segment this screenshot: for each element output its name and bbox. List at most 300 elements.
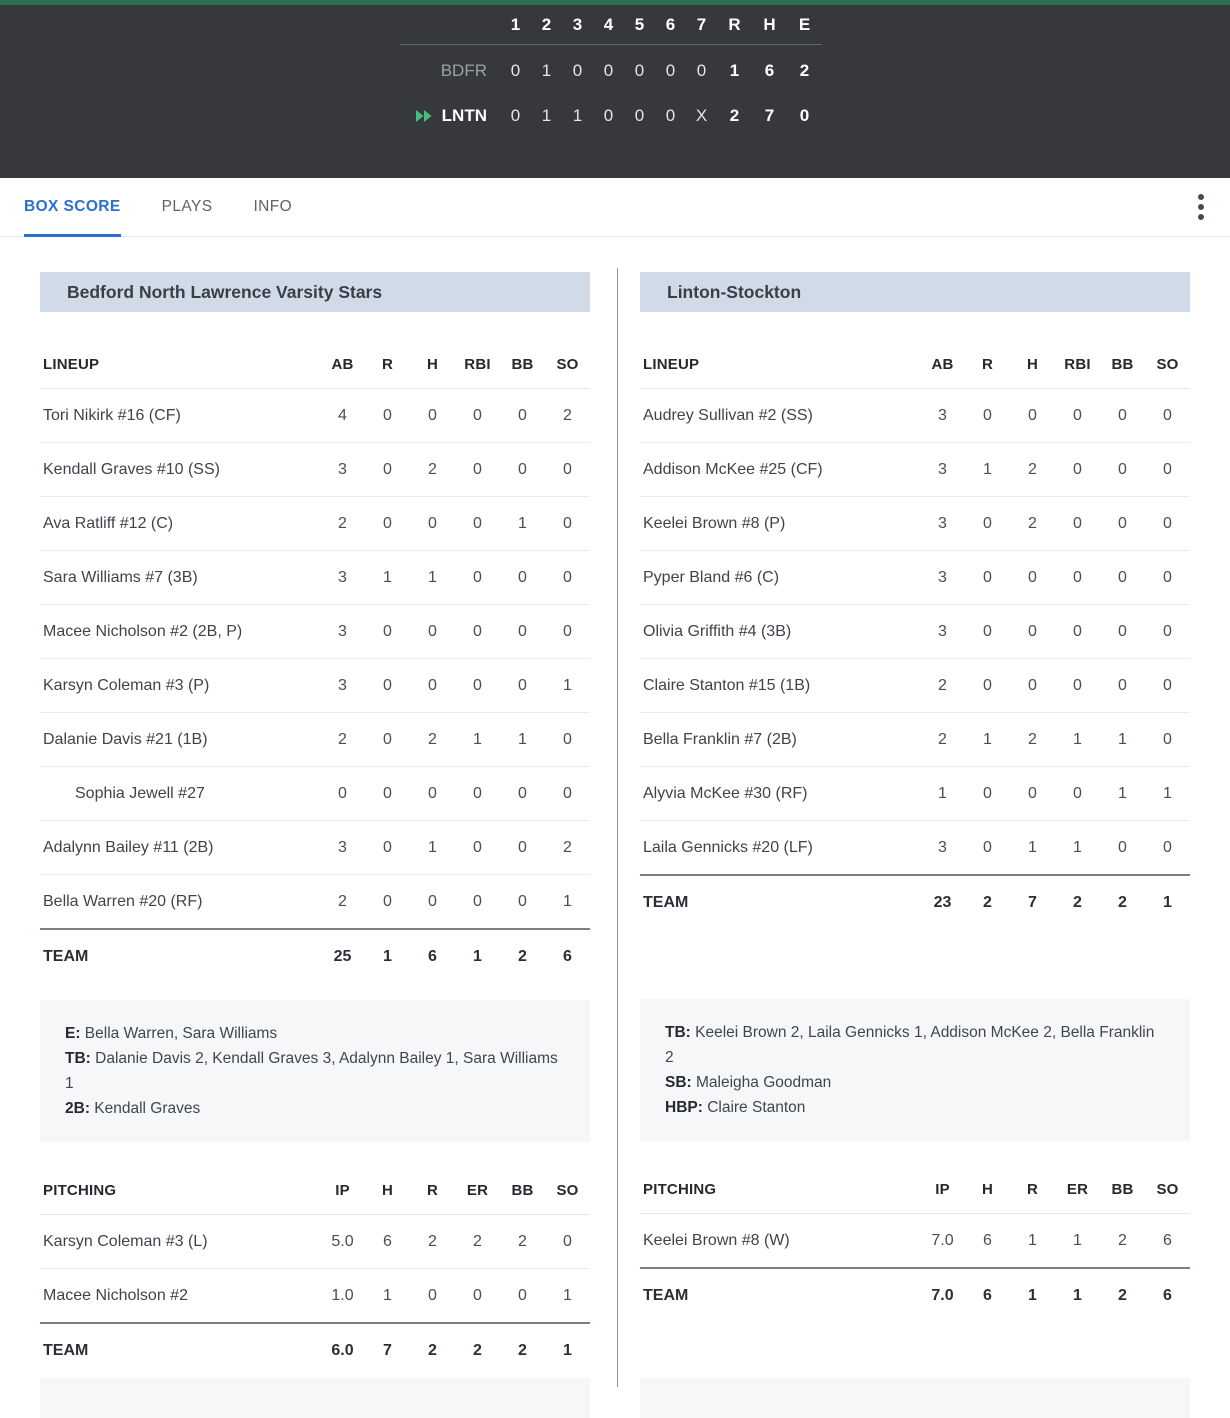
team-totals-row — [640, 874, 1190, 929]
linescore-col-header: 4 — [603, 15, 614, 34]
team-total-stat: 23 — [933, 893, 952, 911]
tab-bar — [0, 178, 1230, 237]
team-total-stat: 6 — [563, 947, 572, 965]
batter-stat: 0 — [1073, 784, 1082, 802]
team-total-stat: 1 — [1028, 1286, 1037, 1304]
tab-plays[interactable]: PLAYS — [161, 198, 213, 215]
batter-row — [40, 389, 590, 443]
batter-stat: 0 — [518, 892, 527, 910]
pitcher-stat: 1.0 — [331, 1286, 354, 1304]
batter-stat: 0 — [473, 838, 482, 856]
inning-score: 0 — [603, 60, 614, 80]
batter-stat: 2 — [338, 892, 347, 910]
batter-stat: 1 — [428, 838, 437, 856]
team-total-stat: 1 — [1163, 893, 1172, 911]
lineup-column-header: RBI — [1064, 355, 1091, 373]
batter-stat: 3 — [338, 838, 347, 856]
inning-score: 1 — [541, 105, 552, 125]
batter-stat: 0 — [473, 460, 482, 478]
batter-stat: 0 — [1118, 568, 1127, 586]
team-total-stat: 2 — [518, 947, 527, 965]
batter-row — [40, 713, 590, 767]
batter-stat: 0 — [563, 514, 572, 532]
batter-row — [640, 389, 1190, 443]
team-name-header: Linton-Stockton — [640, 272, 1190, 312]
inning-score: 0 — [634, 105, 645, 125]
lineup-column-header: H — [1026, 355, 1039, 373]
batter-stat: 1 — [518, 514, 527, 532]
batter-name: Dalanie Davis #21 (1B) — [43, 730, 208, 748]
linescore-col-header: R — [728, 15, 741, 34]
pitching-column-header: SO — [556, 1181, 579, 1199]
batter-name: Claire Stanton #15 (1B) — [643, 676, 811, 694]
batter-stat: 1 — [983, 730, 992, 748]
inning-score: 0 — [572, 60, 583, 80]
pitcher-row — [40, 1269, 590, 1322]
pitcher-stat: 2 — [1118, 1231, 1127, 1249]
column-divider — [617, 268, 618, 1387]
linescore-col-header: 1 — [510, 15, 521, 34]
stat-note-text: Dalanie Davis 2, Kendall Graves 3, Adalynn Bailey 1, Sara Williams 1 — [65, 1050, 558, 1092]
batter-stat: 2 — [1028, 730, 1037, 748]
rhe-score: 6 — [764, 60, 775, 80]
batter-stat: 0 — [563, 568, 572, 586]
tab-info[interactable]: INFO — [253, 198, 293, 215]
batter-stat: 1 — [1118, 730, 1127, 748]
pitcher-name: Macee Nicholson #2 — [43, 1286, 188, 1304]
inning-score: 0 — [634, 60, 645, 80]
pitcher-stat: 0 — [428, 1286, 437, 1304]
lineup-header-row — [640, 340, 1190, 389]
pitching-column-header: BB — [1111, 1180, 1134, 1198]
batter-stat: 0 — [1118, 676, 1127, 694]
pitching-column-header: H — [981, 1180, 994, 1198]
pitcher-stat: 7.0 — [931, 1231, 954, 1249]
batter-name: Macee Nicholson #2 (2B, P) — [43, 622, 243, 640]
batter-name: Tori Nikirk #16 (CF) — [43, 406, 181, 424]
team-total-name: TEAM — [43, 947, 89, 965]
batter-stat: 0 — [1163, 838, 1172, 856]
batter-stat: 0 — [983, 406, 992, 424]
batter-stat: 0 — [1163, 514, 1172, 532]
lineup-header-row — [40, 340, 590, 389]
batter-stat: 3 — [938, 838, 947, 856]
pitching-column-header: SO — [1156, 1180, 1179, 1198]
lineup-column-header: LINEUP — [43, 355, 100, 373]
tab-box-score[interactable]: BOX SCORE — [24, 178, 121, 236]
team-totals-row — [640, 1267, 1190, 1322]
inning-score: 1 — [572, 105, 583, 125]
team-total-name: TEAM — [643, 893, 689, 911]
lineup-column-header: R — [381, 355, 394, 373]
team-stats-notes — [40, 1000, 590, 1142]
batter-name: Karsyn Coleman #3 (P) — [43, 676, 210, 694]
team-box-score-away — [40, 272, 590, 1377]
team-total-stat: 7.0 — [931, 1286, 954, 1304]
batter-stat: 2 — [563, 838, 572, 856]
linescore-divider — [400, 44, 822, 45]
linescore-col-header: E — [798, 15, 811, 34]
stat-note-label: SB: — [665, 1074, 692, 1091]
pitcher-stat: 5.0 — [331, 1232, 354, 1250]
stat-note-label: TB: — [665, 1024, 691, 1041]
stat-note-text: Claire Stanton — [702, 1099, 806, 1116]
pitching-column-header: BB — [511, 1181, 534, 1199]
batter-row — [640, 821, 1190, 874]
team-total-stat: 2 — [983, 893, 992, 911]
batter-stat: 2 — [1028, 460, 1037, 478]
lineup-column-header: AB — [931, 355, 954, 373]
pitcher-stat: 2 — [518, 1232, 527, 1250]
team-box-score-home — [640, 272, 1190, 1322]
batter-stat: 0 — [383, 514, 392, 532]
stat-note — [665, 1070, 1165, 1095]
pitcher-stat: 2 — [428, 1232, 437, 1250]
team-total-stat: 2 — [1073, 893, 1082, 911]
batter-stat: 3 — [938, 460, 947, 478]
batter-name: Audrey Sullivan #2 (SS) — [643, 406, 813, 424]
stat-note-text: Bella Warren, Sara Williams — [80, 1025, 278, 1042]
batter-row — [640, 767, 1190, 821]
batter-row — [40, 605, 590, 659]
batter-stat: 4 — [338, 406, 347, 424]
pitcher-stat: 6 — [1163, 1231, 1172, 1249]
pitcher-row — [40, 1215, 590, 1269]
linescore-col-header: 2 — [541, 15, 552, 34]
pitcher-stat: 0 — [518, 1286, 527, 1304]
batter-stat: 0 — [473, 514, 482, 532]
team-abbrev-cell — [400, 61, 500, 81]
batter-stat: 0 — [1073, 406, 1082, 424]
stat-note-label: TB: — [65, 1050, 91, 1067]
team-total-stat: 2 — [428, 1341, 437, 1359]
batter-stat: 1 — [1073, 838, 1082, 856]
notes-box-partial — [640, 1378, 1190, 1418]
batter-stat: 0 — [428, 406, 437, 424]
team-total-stat: 1 — [473, 947, 482, 965]
linescore-col-header: H — [763, 15, 776, 34]
batter-row — [640, 605, 1190, 659]
batter-stat: 0 — [1028, 568, 1037, 586]
team-total-stat: 6 — [983, 1286, 992, 1304]
batter-name: Addison McKee #25 (CF) — [643, 460, 823, 478]
team-abbrev: BDFR — [440, 60, 487, 80]
batter-stat: 0 — [563, 460, 572, 478]
lineup-column-header: SO — [556, 355, 579, 373]
team-totals-row — [40, 1322, 590, 1377]
batter-stat: 0 — [383, 838, 392, 856]
batter-stat: 0 — [1163, 406, 1172, 424]
overflow-menu-button[interactable] — [1198, 178, 1204, 236]
batter-stat: 0 — [518, 406, 527, 424]
batter-stat: 0 — [563, 622, 572, 640]
batter-stat: 1 — [1073, 730, 1082, 748]
pitching-column-header: ER — [466, 1181, 489, 1199]
batter-stat: 2 — [428, 460, 437, 478]
batter-name: Alyvia McKee #30 (RF) — [643, 784, 808, 802]
batter-stat: 0 — [473, 406, 482, 424]
batter-stat: 0 — [518, 676, 527, 694]
batter-name: Adalynn Bailey #11 (2B) — [43, 838, 214, 856]
batter-stat: 0 — [1073, 460, 1082, 478]
team-total-stat: 1 — [563, 1341, 572, 1359]
team-total-stat: 7 — [383, 1341, 392, 1359]
lineup-column-header: BB — [1111, 355, 1134, 373]
batter-stat: 0 — [428, 784, 437, 802]
batter-stat: 0 — [428, 892, 437, 910]
kebab-dot — [1198, 194, 1204, 200]
rhe-score: 0 — [799, 105, 810, 125]
inning-score: 0 — [510, 105, 521, 125]
batter-row — [640, 713, 1190, 767]
inning-score: X — [695, 105, 708, 125]
batter-stat: 0 — [1163, 460, 1172, 478]
pitching-column-header: R — [1026, 1180, 1039, 1198]
batter-stat: 0 — [338, 784, 347, 802]
batter-stat: 2 — [563, 406, 572, 424]
batter-stat: 0 — [383, 406, 392, 424]
batter-stat: 0 — [1163, 676, 1172, 694]
batter-stat: 3 — [338, 460, 347, 478]
inning-score: 0 — [603, 105, 614, 125]
batter-row — [40, 551, 590, 605]
stat-note-label: HBP: — [665, 1099, 703, 1116]
batter-stat: 0 — [518, 622, 527, 640]
linescore-col-header: 6 — [665, 15, 676, 34]
team-name-header: Bedford North Lawrence Varsity Stars — [40, 272, 590, 312]
batter-stat: 0 — [1118, 622, 1127, 640]
batter-stat: 0 — [1028, 406, 1037, 424]
team-total-stat: 6 — [1163, 1286, 1172, 1304]
linescore-header-row — [400, 8, 822, 42]
batter-stat: 0 — [1028, 676, 1037, 694]
inning-score: 0 — [665, 60, 676, 80]
batter-stat: 0 — [518, 568, 527, 586]
team-stats-notes — [640, 999, 1190, 1141]
team-total-stat: 7 — [1028, 893, 1037, 911]
batter-stat: 0 — [1028, 622, 1037, 640]
batter-stat: 3 — [338, 676, 347, 694]
team-total-stat: 1 — [383, 947, 392, 965]
batter-stat: 0 — [1028, 784, 1037, 802]
pitching-column-header: PITCHING — [643, 1180, 717, 1198]
team-abbrev-cell — [400, 106, 500, 126]
batter-stat: 1 — [1163, 784, 1172, 802]
pitching-header-row — [40, 1166, 590, 1215]
inning-score: 0 — [665, 105, 676, 125]
batter-stat: 0 — [518, 460, 527, 478]
pitching-column-header: ER — [1066, 1180, 1089, 1198]
rhe-score: 2 — [799, 60, 810, 80]
inning-score: 0 — [696, 60, 707, 80]
team-total-name: TEAM — [643, 1286, 689, 1304]
batter-stat: 1 — [1028, 838, 1037, 856]
lineup-column-header: AB — [331, 355, 354, 373]
batter-stat: 0 — [473, 622, 482, 640]
lineup-column-header: RBI — [464, 355, 491, 373]
stat-note-text: Maleigha Goodman — [691, 1074, 832, 1091]
pitcher-stat: 1 — [1028, 1231, 1037, 1249]
batter-row — [640, 551, 1190, 605]
linescore — [400, 8, 822, 138]
batter-stat: 3 — [938, 622, 947, 640]
team-total-stat: 2 — [518, 1341, 527, 1359]
pitcher-stat: 6 — [983, 1231, 992, 1249]
inning-score: 0 — [510, 60, 521, 80]
batter-row — [40, 767, 590, 821]
linescore-col-header: 3 — [572, 15, 583, 34]
batter-stat: 0 — [1073, 622, 1082, 640]
pitching-column-header: IP — [335, 1181, 350, 1199]
team-total-name: TEAM — [43, 1341, 89, 1359]
pitcher-row — [640, 1214, 1190, 1267]
team-totals-row — [40, 928, 590, 983]
batter-stat: 0 — [383, 784, 392, 802]
pitcher-name: Keelei Brown #8 (W) — [643, 1231, 790, 1249]
batter-stat: 0 — [1073, 676, 1082, 694]
batter-stat: 0 — [518, 838, 527, 856]
batter-row — [40, 821, 590, 875]
batter-name: Laila Gennicks #20 (LF) — [643, 838, 813, 856]
batter-name: Pyper Bland #6 (C) — [643, 568, 780, 586]
batter-name: Keelei Brown #8 (P) — [643, 514, 786, 532]
pitcher-stat: 0 — [473, 1286, 482, 1304]
team-total-stat: 6.0 — [331, 1341, 354, 1359]
pitching-column-header: IP — [935, 1180, 950, 1198]
linescore-team-row — [400, 48, 822, 93]
lineup-column-header: H — [426, 355, 439, 373]
batter-stat: 0 — [983, 622, 992, 640]
rhe-score: 1 — [729, 60, 740, 80]
pitcher-name: Karsyn Coleman #3 (L) — [43, 1232, 208, 1250]
stat-note-label: 2B: — [65, 1100, 90, 1117]
batter-stat: 3 — [938, 514, 947, 532]
batter-stat: 0 — [1163, 622, 1172, 640]
team-total-stat: 25 — [333, 947, 352, 965]
batter-stat: 0 — [983, 676, 992, 694]
batter-stat: 0 — [983, 784, 992, 802]
batter-row — [40, 443, 590, 497]
batter-stat: 0 — [518, 784, 527, 802]
stat-note-label: E: — [65, 1025, 81, 1042]
team-abbrev: LNTN — [441, 105, 487, 125]
stat-note — [65, 1046, 565, 1096]
pitching-column-header: PITCHING — [43, 1181, 117, 1199]
batter-stat: 0 — [428, 622, 437, 640]
batter-stat: 0 — [1118, 406, 1127, 424]
batter-name: Kendall Graves #10 (SS) — [43, 460, 220, 478]
pitching-column-header: R — [426, 1181, 439, 1199]
batter-stat: 1 — [1118, 784, 1127, 802]
lineup-column-header: SO — [1156, 355, 1179, 373]
batter-stat: 0 — [473, 784, 482, 802]
batter-stat: 0 — [1073, 514, 1082, 532]
team-total-stat: 2 — [473, 1341, 482, 1359]
batter-stat: 2 — [938, 730, 947, 748]
batter-stat: 0 — [983, 838, 992, 856]
batter-name: Olivia Griffith #4 (3B) — [643, 622, 792, 640]
batter-stat: 0 — [563, 784, 572, 802]
batter-row — [640, 497, 1190, 551]
batter-row — [640, 659, 1190, 713]
batter-stat: 1 — [983, 460, 992, 478]
batter-stat: 0 — [383, 676, 392, 694]
pitching-column-header: H — [381, 1181, 394, 1199]
batter-stat: 1 — [518, 730, 527, 748]
batter-stat: 0 — [983, 568, 992, 586]
batter-stat: 3 — [338, 568, 347, 586]
linescore-col-header: 5 — [634, 15, 645, 34]
kebab-dot — [1198, 214, 1204, 220]
batter-stat: 0 — [473, 892, 482, 910]
kebab-dot — [1198, 204, 1204, 210]
batter-stat: 2 — [1028, 514, 1037, 532]
rhe-score: 7 — [764, 105, 775, 125]
team-total-stat: 1 — [1073, 1286, 1082, 1304]
batter-name: Sophia Jewell #27 — [75, 784, 205, 802]
rhe-score: 2 — [729, 105, 740, 125]
batter-name: Bella Warren #20 (RF) — [43, 892, 203, 910]
batter-stat: 0 — [1118, 460, 1127, 478]
batter-stat: 2 — [338, 730, 347, 748]
batter-row — [640, 443, 1190, 497]
batter-row — [40, 875, 590, 928]
linescore-team-row — [400, 93, 822, 138]
batter-stat: 0 — [473, 676, 482, 694]
batter-name: Bella Franklin #7 (2B) — [643, 730, 797, 748]
batter-stat: 1 — [473, 730, 482, 748]
pitcher-stat: 1 — [1073, 1231, 1082, 1249]
batter-stat: 0 — [1073, 568, 1082, 586]
batter-stat: 1 — [563, 676, 572, 694]
batter-stat: 2 — [428, 730, 437, 748]
batter-stat: 0 — [383, 460, 392, 478]
batter-stat: 0 — [473, 568, 482, 586]
batter-stat: 2 — [938, 676, 947, 694]
pitching-header-row — [640, 1165, 1190, 1214]
batter-stat: 3 — [938, 406, 947, 424]
batter-stat: 0 — [383, 892, 392, 910]
batter-stat: 0 — [1163, 730, 1172, 748]
game-header — [0, 5, 1230, 178]
stat-note — [665, 1095, 1165, 1120]
linescore-col-header: 7 — [696, 15, 707, 34]
batter-row — [40, 497, 590, 551]
batter-stat: 0 — [383, 730, 392, 748]
batter-name: Sara Williams #7 (3B) — [43, 568, 198, 586]
stat-note — [65, 1096, 565, 1121]
batter-stat: 1 — [563, 892, 572, 910]
pitcher-stat: 0 — [563, 1232, 572, 1250]
stat-note — [65, 1021, 565, 1046]
batter-stat: 1 — [938, 784, 947, 802]
batter-row — [40, 659, 590, 713]
batter-stat: 0 — [983, 514, 992, 532]
batter-stat: 0 — [1118, 838, 1127, 856]
batter-stat: 1 — [428, 568, 437, 586]
batter-stat: 0 — [383, 622, 392, 640]
batter-stat: 0 — [563, 730, 572, 748]
batter-stat: 0 — [428, 514, 437, 532]
team-total-stat: 2 — [1118, 893, 1127, 911]
batter-stat: 3 — [938, 568, 947, 586]
batter-stat: 2 — [338, 514, 347, 532]
batter-stat: 1 — [383, 568, 392, 586]
stat-note-text: Keelei Brown 2, Laila Gennicks 1, Addison McKee 2, Bella Franklin 2 — [665, 1024, 1155, 1066]
team-total-stat: 6 — [428, 947, 437, 965]
lineup-column-header: R — [981, 355, 994, 373]
active-team-arrows-icon — [415, 109, 433, 123]
